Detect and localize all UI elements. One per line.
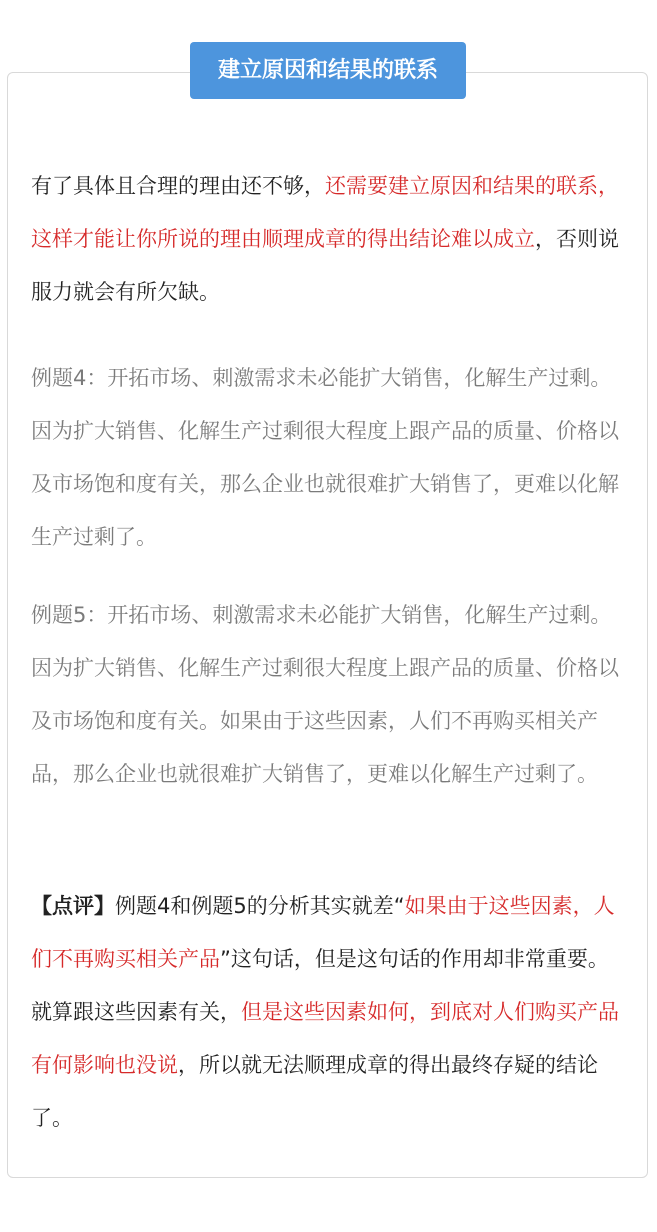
intro-highlight: 还需要建立原因和结果的联系，这样才能让你所说的理由顺理成章的得出结论难以成立	[31, 174, 619, 251]
comment-paragraph	[31, 880, 628, 1145]
comment-text-1: 例题4和例题5的分析其实就差“	[115, 894, 405, 918]
comment-highlight-1: 如果由于这些因素，人们不再购买相关产品	[31, 894, 615, 971]
comment-highlight-2: 但是这些因素如何，到底对人们购买产品有何影响也没说	[31, 1000, 619, 1077]
comment-text-2: ”这句话，但是这句话的作用却非常重要。就算跟这些因素有关，	[31, 947, 609, 1024]
intro-text-1: 有了具体且合理的理由还不够，	[31, 174, 325, 198]
intro-text-2: ，否则说服力就会有所欠缺。	[31, 227, 619, 304]
intro-paragraph	[31, 160, 628, 319]
example-5-paragraph: 例题5：开拓市场、刺激需求未必能扩大销售，化解生产过剩。因为扩大销售、化解生产过剩很大程度上跟产品的质量、价格以及市场饱和度有关。如果由于这些因素，人们不再购买相关产品，那么企业也就很难扩大销售了，更难以化解生产过剩了。	[31, 603, 619, 786]
example-4-paragraph: 例题4：开拓市场、刺激需求未必能扩大销售，化解生产过剩。因为扩大销售、化解生产过剩很大程度上跟产品的质量、价格以及市场饱和度有关，那么企业也就很难扩大销售了，更难以化解生产过剩了。	[31, 366, 619, 549]
section-title-badge: 建立原因和结果的联系	[190, 42, 466, 99]
comment-label: 【点评】	[31, 894, 115, 918]
comment-text-3: ，所以就无法顺理成章的得出最终存疑的结论了。	[31, 1053, 598, 1130]
